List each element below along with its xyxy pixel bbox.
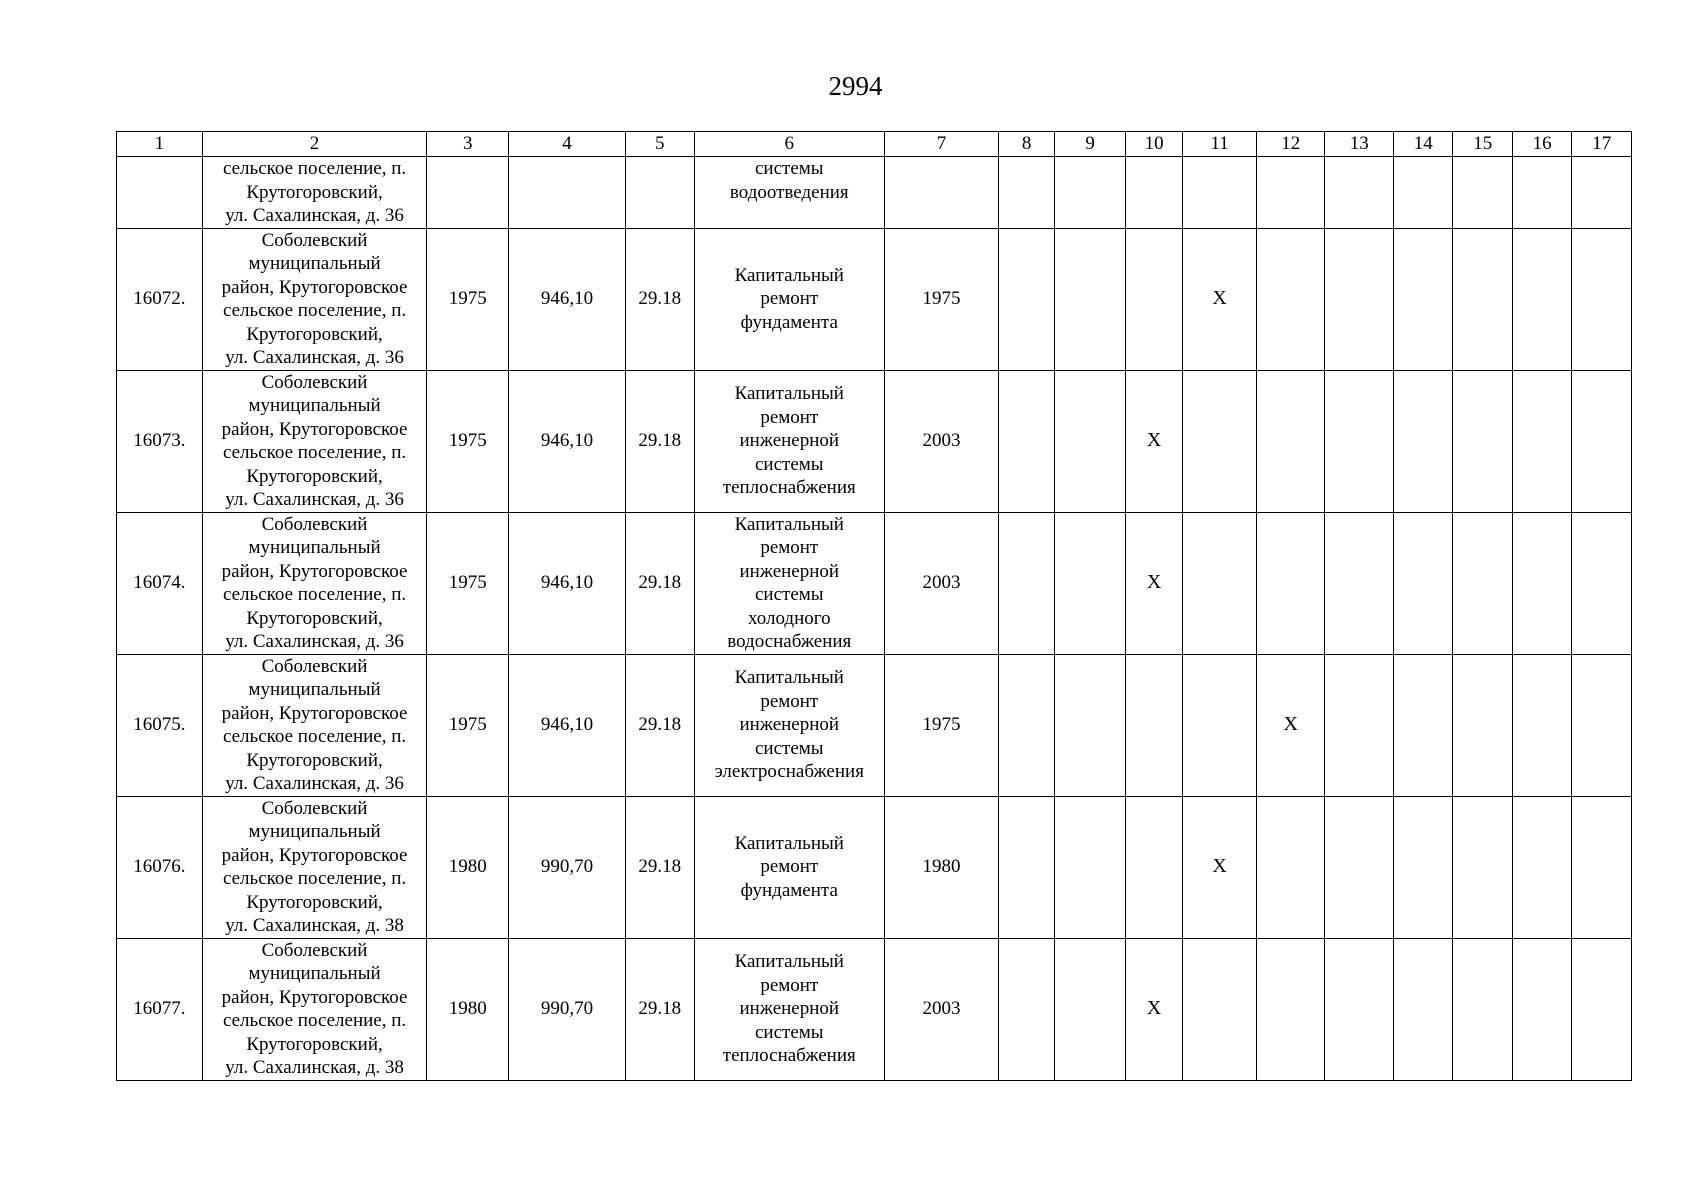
cell-c8 <box>998 228 1054 370</box>
continuation-row <box>117 157 1632 229</box>
cell-code: 29.18 <box>626 512 695 654</box>
address-line: район, Крутогоровское <box>221 844 408 866</box>
address-line: Соболевский <box>261 655 368 677</box>
cell-c9 <box>1055 512 1126 654</box>
cell-code: 29.18 <box>626 228 695 370</box>
work-line: системы <box>755 158 824 179</box>
col-header-17: 17 <box>1572 132 1632 157</box>
cell-address <box>202 512 427 654</box>
cell-c16 <box>1512 228 1571 370</box>
address-line: муниципальный <box>248 253 381 274</box>
cell-work <box>694 654 885 796</box>
cell-c11: X <box>1183 228 1257 370</box>
col-header-3: 3 <box>427 132 509 157</box>
cell-work <box>694 796 885 938</box>
cell-c13 <box>1325 370 1394 512</box>
cell-c17 <box>1572 796 1632 938</box>
table-row <box>117 228 1632 370</box>
address-line: муниципальный <box>248 821 381 842</box>
address-line: сельское поселение, п. <box>222 158 407 179</box>
col-header-12: 12 <box>1256 132 1325 157</box>
cell-num <box>117 157 203 229</box>
work-line: водоотведения <box>729 181 849 203</box>
cell-c12 <box>1256 370 1325 512</box>
work-line: Капитальный <box>734 951 844 973</box>
cell-c14 <box>1394 157 1453 229</box>
cell-year: 1975 <box>427 370 509 512</box>
cell-c14 <box>1394 654 1453 796</box>
cell-code: 29.18 <box>626 370 695 512</box>
address-line: район, Крутогоровское <box>221 702 408 724</box>
col-header-9: 9 <box>1055 132 1126 157</box>
cell-c13 <box>1325 796 1394 938</box>
repair-schedule-table <box>116 131 1632 1081</box>
work-line: ремонт <box>760 406 819 428</box>
address-line: ул. Сахалинская, д. 38 <box>225 915 404 936</box>
cell-c12 <box>1256 796 1325 938</box>
address-line: сельское поселение, п. <box>222 584 407 605</box>
cell-c9 <box>1055 228 1126 370</box>
cell-c8 <box>998 938 1054 1080</box>
col-header-2: 2 <box>202 132 427 157</box>
cell-area: 946,10 <box>509 512 626 654</box>
cell-c12 <box>1256 512 1325 654</box>
cell-work <box>694 938 885 1080</box>
cell-address <box>202 938 427 1080</box>
table-row <box>117 938 1632 1080</box>
address-line: район, Крутогоровское <box>221 276 408 298</box>
col-header-8: 8 <box>998 132 1054 157</box>
cell-c9 <box>1055 938 1126 1080</box>
address-line: сельское поселение, п. <box>222 726 407 747</box>
address-line: Крутогоровский, <box>246 607 383 629</box>
address-line: сельское поселение, п. <box>222 1010 407 1031</box>
cell-code: 29.18 <box>626 796 695 938</box>
cell-repair-year: 2003 <box>885 512 999 654</box>
cell-c9 <box>1055 796 1126 938</box>
cell-c14 <box>1394 796 1453 938</box>
work-line: фундамента <box>740 879 838 901</box>
cell-c13 <box>1325 157 1394 229</box>
work-line: Капитальный <box>734 832 844 854</box>
cell-repair-year: 2003 <box>885 938 999 1080</box>
cell-c12 <box>1256 157 1325 229</box>
cell-year: 1980 <box>427 796 509 938</box>
cell-address <box>202 796 427 938</box>
col-header-11: 11 <box>1183 132 1257 157</box>
cell-c8 <box>998 157 1054 229</box>
cell-num: 16075. <box>117 654 203 796</box>
cell-c11 <box>1183 938 1257 1080</box>
address-line: ул. Сахалинская, д. 36 <box>225 347 404 368</box>
address-line: Соболевский <box>261 229 368 251</box>
cell-c12 <box>1256 228 1325 370</box>
address-line: Крутогоровский, <box>246 465 383 487</box>
address-line: Соболевский <box>261 513 368 535</box>
work-line: системы <box>755 453 824 475</box>
work-line: инженерной <box>739 430 840 452</box>
address-line: Соболевский <box>261 797 368 819</box>
cell-c17 <box>1572 370 1632 512</box>
work-line: ремонт <box>760 537 819 558</box>
address-line: ул. Сахалинская, д. 38 <box>225 1057 404 1078</box>
work-line: электроснабжения <box>714 761 864 783</box>
cell-area: 946,10 <box>509 654 626 796</box>
table-row <box>117 512 1632 654</box>
cell-c15 <box>1453 938 1512 1080</box>
cell-c8 <box>998 370 1054 512</box>
column-number-header <box>117 132 1632 157</box>
cell-c15 <box>1453 157 1512 229</box>
address-line: район, Крутогоровское <box>221 418 408 440</box>
cell-work <box>694 370 885 512</box>
cell-c14 <box>1394 228 1453 370</box>
cell-c8 <box>998 654 1054 796</box>
work-line: водоснабжения <box>727 631 852 652</box>
cell-c9 <box>1055 370 1126 512</box>
address-line: муниципальный <box>248 963 381 984</box>
col-header-15: 15 <box>1453 132 1512 157</box>
cell-c10: X <box>1125 938 1182 1080</box>
cell-c16 <box>1512 796 1571 938</box>
cell-c16 <box>1512 512 1571 654</box>
cell-year <box>427 157 509 229</box>
col-header-13: 13 <box>1325 132 1394 157</box>
cell-work <box>694 512 885 654</box>
cell-c17 <box>1572 157 1632 229</box>
cell-area <box>509 157 626 229</box>
work-line: холодного <box>747 607 831 629</box>
cell-c14 <box>1394 938 1453 1080</box>
col-header-5: 5 <box>626 132 695 157</box>
col-header-10: 10 <box>1125 132 1182 157</box>
cell-c13 <box>1325 228 1394 370</box>
page-number: 2994 <box>828 71 883 101</box>
work-line: инженерной <box>739 998 840 1020</box>
work-line: Капитальный <box>734 513 844 535</box>
table-row <box>117 370 1632 512</box>
work-line: теплоснабжения <box>722 477 856 499</box>
work-line: инженерной <box>739 560 840 582</box>
cell-num: 16072. <box>117 228 203 370</box>
address-line: сельское поселение, п. <box>222 442 407 463</box>
cell-c15 <box>1453 228 1512 370</box>
cell-c11 <box>1183 157 1257 229</box>
cell-c10 <box>1125 157 1182 229</box>
cell-c16 <box>1512 938 1571 1080</box>
cell-c13 <box>1325 654 1394 796</box>
cell-address <box>202 157 427 229</box>
cell-code: 29.18 <box>626 654 695 796</box>
cell-work <box>694 157 885 229</box>
cell-c15 <box>1453 654 1512 796</box>
cell-c14 <box>1394 512 1453 654</box>
cell-c10 <box>1125 654 1182 796</box>
cell-code: 29.18 <box>626 938 695 1080</box>
cell-code <box>626 157 695 229</box>
cell-c10 <box>1125 796 1182 938</box>
cell-c17 <box>1572 228 1632 370</box>
col-header-16: 16 <box>1512 132 1571 157</box>
cell-year: 1975 <box>427 654 509 796</box>
cell-c13 <box>1325 512 1394 654</box>
cell-num: 16076. <box>117 796 203 938</box>
table-row <box>117 796 1632 938</box>
cell-c17 <box>1572 512 1632 654</box>
cell-work <box>694 228 885 370</box>
cell-repair-year: 1975 <box>885 654 999 796</box>
address-line: ул. Сахалинская, д. 36 <box>225 489 404 510</box>
address-line: сельское поселение, п. <box>222 300 407 321</box>
address-line: муниципальный <box>248 537 381 558</box>
address-line: Крутогоровский, <box>246 181 383 203</box>
cell-num: 16074. <box>117 512 203 654</box>
cell-year: 1975 <box>427 512 509 654</box>
cell-c8 <box>998 512 1054 654</box>
cell-c9 <box>1055 157 1126 229</box>
col-header-14: 14 <box>1394 132 1453 157</box>
cell-c9 <box>1055 654 1126 796</box>
cell-c16 <box>1512 654 1571 796</box>
cell-num: 16077. <box>117 938 203 1080</box>
cell-num: 16073. <box>117 370 203 512</box>
address-line: район, Крутогоровское <box>221 986 408 1008</box>
cell-c15 <box>1453 512 1512 654</box>
address-line: Соболевский <box>261 939 368 961</box>
work-line: теплоснабжения <box>722 1045 856 1067</box>
work-line: ремонт <box>760 288 819 310</box>
work-line: системы <box>755 737 824 759</box>
address-line: муниципальный <box>248 679 381 700</box>
cell-c12 <box>1256 938 1325 1080</box>
address-line: район, Крутогоровское <box>221 560 408 582</box>
cell-c13 <box>1325 938 1394 1080</box>
cell-c16 <box>1512 157 1571 229</box>
col-header-4: 4 <box>509 132 626 157</box>
cell-c17 <box>1572 938 1632 1080</box>
cell-c11 <box>1183 370 1257 512</box>
work-line: Капитальный <box>734 383 844 405</box>
work-line: системы <box>755 1021 824 1043</box>
address-line: ул. Сахалинская, д. 36 <box>225 205 404 226</box>
cell-c8 <box>998 796 1054 938</box>
cell-c10 <box>1125 228 1182 370</box>
address-line: Крутогоровский, <box>246 891 383 913</box>
cell-year: 1980 <box>427 938 509 1080</box>
cell-c15 <box>1453 796 1512 938</box>
cell-address <box>202 228 427 370</box>
cell-address <box>202 654 427 796</box>
cell-area: 990,70 <box>509 796 626 938</box>
address-line: Крутогоровский, <box>246 323 383 345</box>
cell-repair-year: 2003 <box>885 370 999 512</box>
work-line: инженерной <box>739 714 840 736</box>
cell-repair-year: 1975 <box>885 228 999 370</box>
cell-c10: X <box>1125 512 1182 654</box>
cell-c11 <box>1183 512 1257 654</box>
cell-c15 <box>1453 370 1512 512</box>
col-header-6: 6 <box>694 132 885 157</box>
col-header-7: 7 <box>885 132 999 157</box>
work-line: ремонт <box>760 690 819 712</box>
cell-address <box>202 370 427 512</box>
work-line: системы <box>755 584 824 605</box>
cell-area: 990,70 <box>509 938 626 1080</box>
work-line: фундамента <box>740 311 838 333</box>
cell-c17 <box>1572 654 1632 796</box>
cell-repair-year <box>885 157 999 229</box>
col-header-1: 1 <box>117 132 203 157</box>
cell-c12: X <box>1256 654 1325 796</box>
work-line: ремонт <box>760 856 819 878</box>
cell-c11: X <box>1183 796 1257 938</box>
cell-c10: X <box>1125 370 1182 512</box>
cell-repair-year: 1980 <box>885 796 999 938</box>
work-line: ремонт <box>760 974 819 996</box>
cell-area: 946,10 <box>509 228 626 370</box>
table-row <box>117 654 1632 796</box>
address-line: сельское поселение, п. <box>222 868 407 889</box>
cell-c11 <box>1183 654 1257 796</box>
address-line: ул. Сахалинская, д. 36 <box>225 631 404 652</box>
work-line: Капитальный <box>734 667 844 689</box>
address-line: Соболевский <box>261 371 368 393</box>
address-line: Крутогоровский, <box>246 1033 383 1055</box>
cell-year: 1975 <box>427 228 509 370</box>
work-line: Капитальный <box>734 264 844 286</box>
cell-c16 <box>1512 370 1571 512</box>
address-line: ул. Сахалинская, д. 36 <box>225 773 404 794</box>
cell-area: 946,10 <box>509 370 626 512</box>
address-line: Крутогоровский, <box>246 749 383 771</box>
address-line: муниципальный <box>248 395 381 416</box>
cell-c14 <box>1394 370 1453 512</box>
